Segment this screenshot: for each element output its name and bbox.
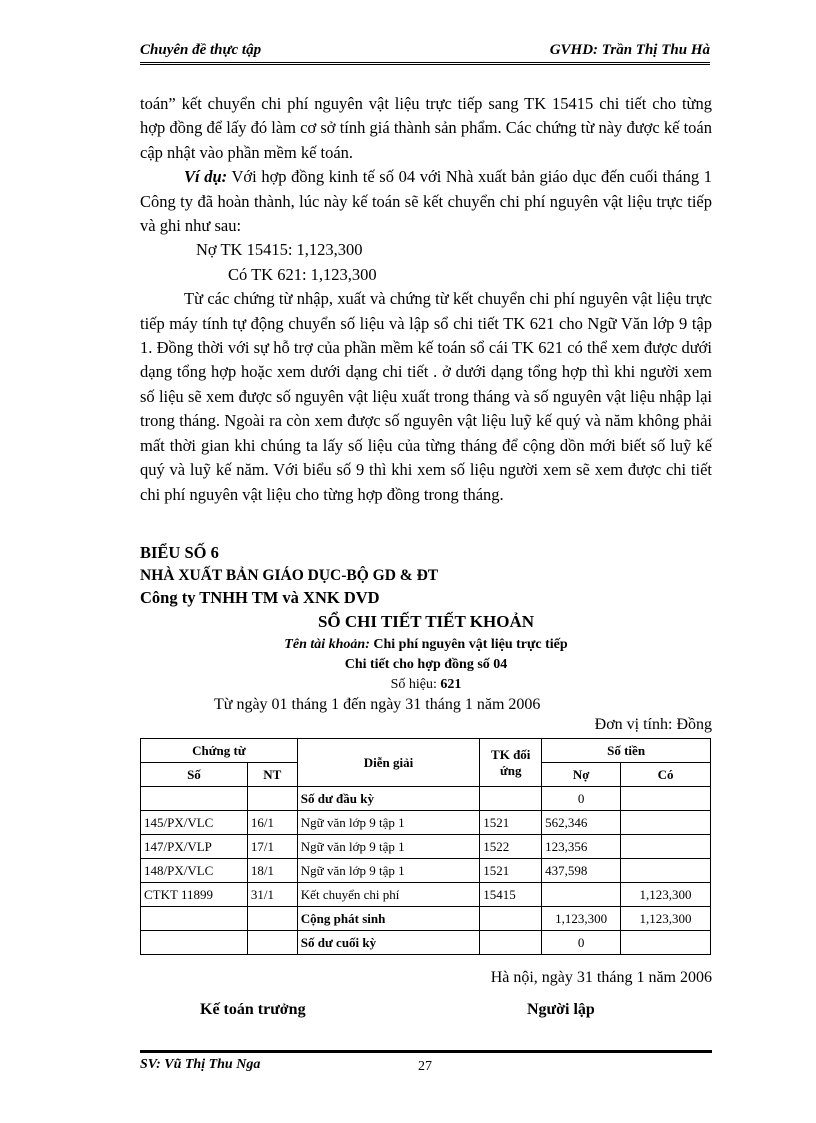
account-name	[140, 637, 712, 653]
paragraph-3: Từ các chứng từ nhập, xuất và chứng từ kết chuyển chi phí nguyên vật liệu trực tiếp máy tính tự động chuyển số liệu và lập sổ chi tiết TK 621 cho Ngữ Văn lớp 9 tập 1. Đồng thời với sự hỗ trợ của phần mềm kế toán sổ cái TK 621 có thể xem được dưới dạng tổng hợp hoặc xem dưới dạng chi tiết . ở dưới dạng tổng hợp thì khi người xem số liệu sẽ xem được số nguyên vật liệu xuất trong tháng và số nguyên vật liệu nhập lại trong tháng. Ngoài ra còn xem được số nguyên vật liệu luỹ kế quý và năm không phải mất thời gian khi chúng ta lấy số liệu của từng tháng để cộng dồn mới biết số luỹ kế quý và luỹ kế năm. Với biểu số 9 thì khi xem số liệu người xem sẽ xem được chi tiết chi phí nguyên vật liệu cho từng hợp đồng trong tháng.	[140, 289, 712, 504]
org-line-2: Công ty TNHH TM và XNK DVD	[140, 588, 380, 607]
sign-date: Hà nội, ngày 31 tháng 1 năm 2006	[490, 969, 712, 986]
header-debit: Nợ	[542, 763, 621, 787]
form-label: BIỂU SỐ 6	[140, 543, 219, 562]
contra-account: 1522	[480, 835, 542, 859]
opening-balance-row	[141, 787, 711, 811]
page-number: 27	[418, 1059, 432, 1074]
debit-amount: 562,346	[542, 811, 621, 835]
ledger-title: SỔ CHI TIẾT TIẾT KHOẢN	[317, 612, 535, 631]
footer-author: SV: Vũ Thị Thu Nga	[140, 1057, 261, 1072]
account-code	[140, 677, 712, 693]
header-voucher: Chứng từ	[141, 739, 298, 763]
ledger-table	[140, 738, 711, 955]
description: Kết chuyển chi phí	[297, 883, 479, 907]
header-credit: Có	[621, 763, 711, 787]
header-description: Diễn giải	[297, 739, 479, 787]
voucher-no: CTKT 11899	[141, 883, 248, 907]
credit-amount	[621, 859, 711, 883]
table-row	[141, 811, 711, 835]
period: Từ ngày 01 tháng 1 đến ngày 31 tháng 1 năm 2006	[214, 696, 541, 713]
voucher-date: 18/1	[247, 859, 297, 883]
paragraph-1: toán” kết chuyển chi phí nguyên vật liệu trực tiếp sang TK 15415 chi tiết cho từng hợp đồng để lấy đó làm cơ sở tính giá thành sản phẩm. Các chứng từ này được kế toán cập nhật vào phần mềm kế toán.	[140, 94, 712, 162]
voucher-no: 145/PX/VLC	[141, 811, 248, 835]
voucher-date: 16/1	[247, 811, 297, 835]
account-code-label: Số hiệu:	[390, 677, 437, 692]
header-amount: Số tiền	[542, 739, 711, 763]
example-label: Ví dụ:	[184, 167, 228, 187]
account-code-value: 621	[436, 677, 462, 692]
debit-amount: 437,598	[542, 859, 621, 883]
entry-credit: Có TK 621: 1,123,300	[228, 264, 377, 284]
org-line-1: NHÀ XUẤT BẢN GIÁO DỤC-BỘ GD & ĐT	[140, 567, 439, 584]
entry-debit: Nợ TK 15415: 1,123,300	[196, 240, 363, 260]
voucher-no: 147/PX/VLP	[141, 835, 248, 859]
contra-account: 15415	[480, 883, 542, 907]
table-row	[141, 859, 711, 883]
total-credit: 1,123,300	[621, 907, 711, 931]
chief-accountant: Kế toán trưởng	[200, 1001, 306, 1018]
header-left: Chuyên đề thực tập	[140, 42, 262, 58]
body-text	[140, 92, 712, 507]
voucher-date: 17/1	[247, 835, 297, 859]
closing-label: Số dư cuối kỳ	[297, 931, 479, 955]
credit-amount: 1,123,300	[621, 883, 711, 907]
page-header	[140, 36, 710, 65]
total-debit: 1,123,300	[542, 907, 621, 931]
credit-amount	[621, 811, 711, 835]
paragraph-example	[140, 165, 712, 238]
closing-balance-row	[141, 931, 711, 955]
page-footer	[140, 1050, 712, 1073]
voucher-date: 31/1	[247, 883, 297, 907]
example-text: Với hợp đồng kinh tế số 04 với Nhà xuất bản giáo dục đến cuối tháng 1 Công ty đã hoàn thành, lúc này kế toán sẽ kết chuyển chi phí nguyên vật liệu trực tiếp và ghi như sau:	[140, 167, 712, 236]
credit-amount	[621, 835, 711, 859]
table-row	[141, 883, 711, 907]
opening-debit: 0	[542, 787, 621, 811]
voucher-no: 148/PX/VLC	[141, 859, 248, 883]
contract-detail: Chi tiết cho hợp đồng số 04	[344, 657, 508, 672]
debit-amount: 123,356	[542, 835, 621, 859]
description: Ngữ văn lớp 9 tập 1	[297, 859, 479, 883]
closing-debit: 0	[542, 931, 621, 955]
header-voucher-date: NT	[247, 763, 297, 787]
debit-amount	[542, 883, 621, 907]
opening-label: Số dư đầu kỳ	[297, 787, 479, 811]
preparer: Người lập	[527, 1001, 595, 1018]
total-label: Cộng phát sinh	[297, 907, 479, 931]
account-name-value: Chi phí nguyên vật liệu trực tiếp	[369, 637, 568, 652]
header-voucher-no: Số	[141, 763, 248, 787]
header-right: GVHD: Trần Thị Thu Hà	[549, 42, 710, 58]
total-row	[141, 907, 711, 931]
header-contra-account: TK đối ứng	[480, 739, 542, 787]
contra-account: 1521	[480, 859, 542, 883]
description: Ngữ văn lớp 9 tập 1	[297, 811, 479, 835]
account-name-label: Tên tài khoản:	[284, 637, 370, 652]
description: Ngữ văn lớp 9 tập 1	[297, 835, 479, 859]
table-row	[141, 835, 711, 859]
contra-account: 1521	[480, 811, 542, 835]
currency-unit: Đơn vị tính: Đồng	[594, 716, 712, 733]
